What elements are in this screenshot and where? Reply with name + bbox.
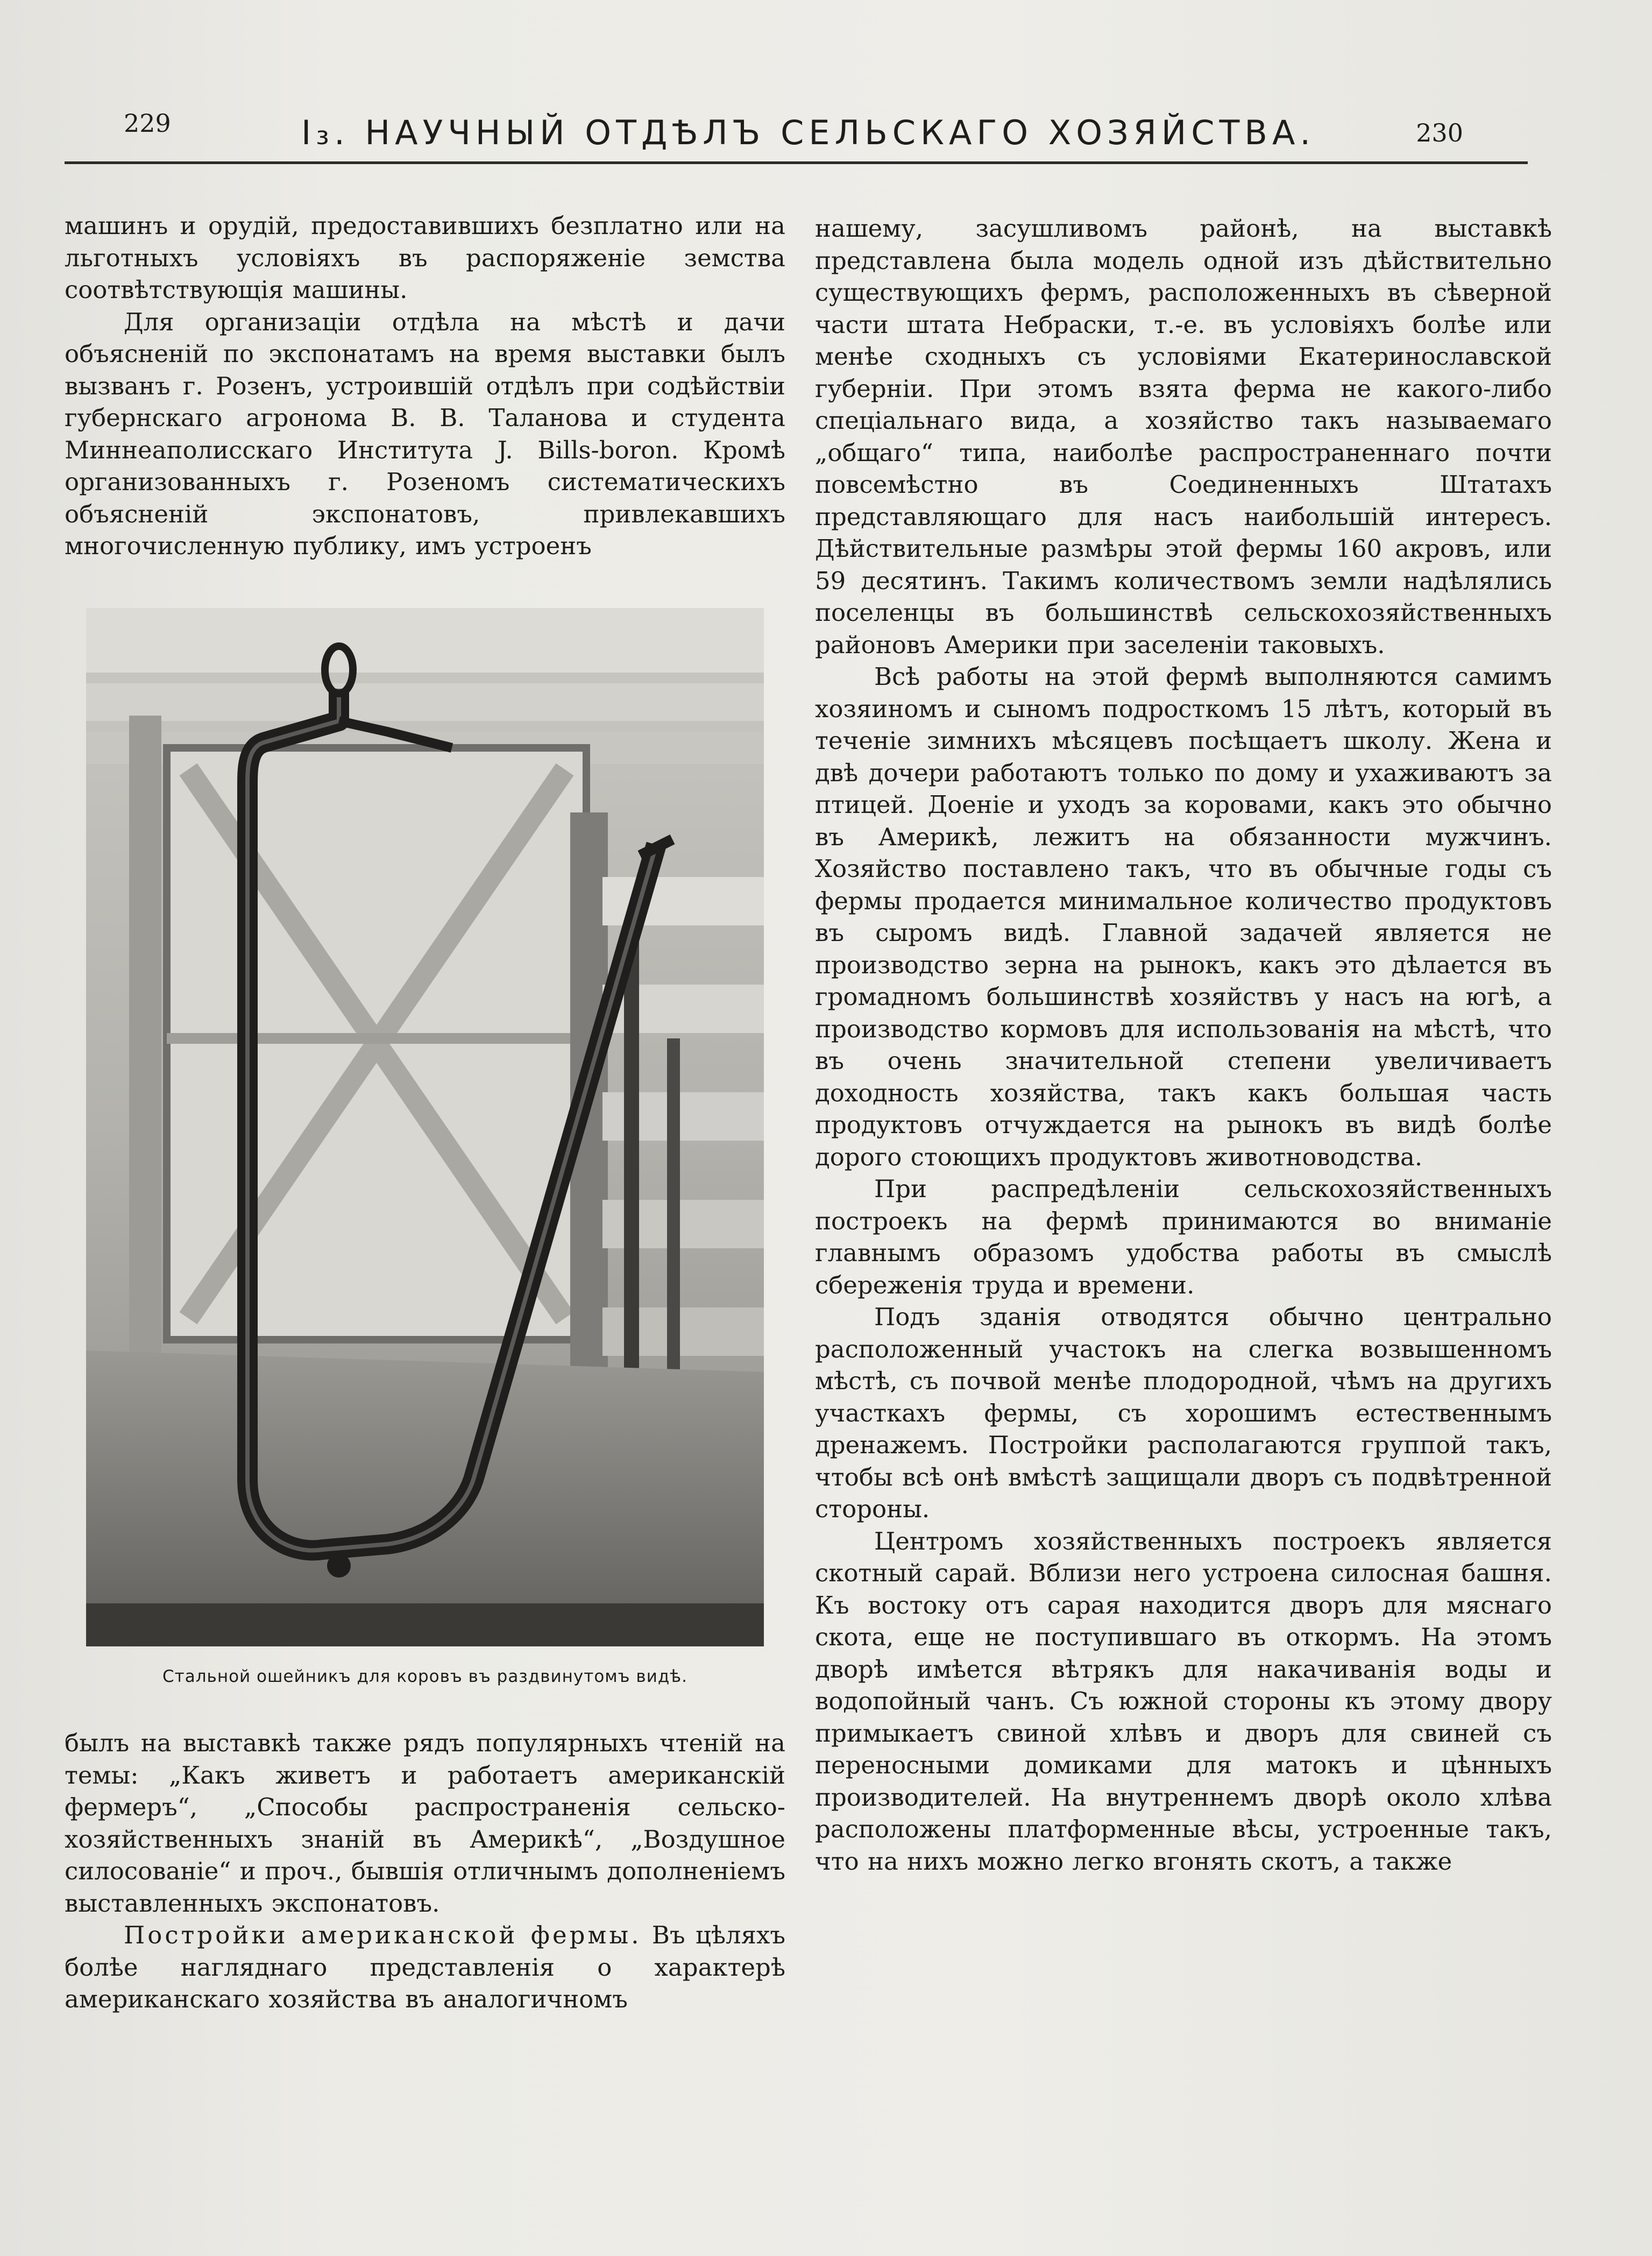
paragraph: нашему, засушливомъ районѣ, на выставкѣ представлена была модель одной изъ дѣйствительно существующихъ фермъ, расположенныхъ въ сѣверной части штата Небраски, т.-е. въ условіяхъ болѣе или менѣе сходныхъ съ условіями Екатеринославской губерніи. При этомъ взята ферма не какого-либо спеціальнаго вида, а хозяйство такъ называемаго „общаго“ типа, наиболѣе распространеннаго почти повсемѣстно въ Соединенныхъ Штатахъ представляющаго для насъ наибольшій интересъ. Дѣйствительные размѣры этой фермы 160 акровъ, или 59 десятинъ. Такимъ количествомъ земли надѣлялись поселенцы въ большинствѣ сельскохозяйственныхъ районовъ Америки при заселеніи таковыхъ. (815, 214, 1552, 659)
paragraph (65, 1919, 785, 2015)
photo-illustration (86, 608, 764, 1646)
figure-caption: Стальной ошейникъ для коровъ въ раздвинутомъ видѣ. (162, 1667, 687, 1686)
paragraph: Подъ зданія отводятся обычно центрально расположенный участокъ на слегка возвышенномъ мѣстѣ, съ почвой менѣе плодородной, чѣмъ на другихъ участкахъ фермы, съ хорошимъ естественнымъ дренажемъ. Постройки располагаются группой такъ, чтобы всѣ онѣ вмѣстѣ защищали дворъ съ подвѣтренной стороны. (815, 1303, 1552, 1523)
right-column (815, 213, 1552, 2031)
running-title: I₃. НАУЧНЫЙ ОТДѢЛЪ СЕЛЬСКАГО ХОЗЯЙСТВА. (301, 113, 1316, 152)
page-number-left: 229 (124, 109, 171, 138)
left-column-top (65, 210, 785, 576)
paragraph: былъ на выставкѣ также рядъ популярныхъ чтеній на темы: „Какъ живетъ и работаетъ американскій фермеръ“, „Способы распространенія сельско-хозяйственныхъ знаній въ Америкѣ“, „Воздушное силосованіе“ и проч., бывшія отличнымъ дополненіемъ выставленныхъ экспонатовъ. (65, 1729, 785, 1918)
running-header (65, 97, 1528, 167)
page-number-right: 230 (1416, 118, 1463, 147)
paragraph: Центромъ хозяйственныхъ построекъ является скотный сарай. Вблизи него устроена силосная башня. Къ востоку отъ сарая находится дворъ для мяснаго скота, еще не поступившаго въ откормъ. На этомъ дворѣ имѣется вѣтрякъ для накачиванія воды и водопойный чанъ. Съ южной стороны къ этому двору примыкаетъ свиной хлѣвъ и дворъ для свиней съ переносными домиками для матокъ и цѣнныхъ производителей. На внутреннемъ дворѣ около хлѣва расположены платформенные вѣсы, устроенные такъ, что на нихъ можно легко вгонять скотъ, а также (815, 1526, 1552, 1876)
left-column-bottom (65, 1727, 785, 2045)
paragraph: Для организаціи отдѣла на мѣстѣ и дачи объясненій по экспонатамъ на время выставки былъ вызванъ г. Розенъ, устроившій отдѣлъ при содѣйствіи губернскаго агронома В. В. Таланова и студента Миннеаполисскаго Института J. Bills-boron. Кромѣ организованныхъ г. Розеномъ систематическихъ объясненій экспонатовъ, привлекавшихъ многочисленную публику, имъ устроенъ (65, 307, 785, 560)
photo-steel-cow-collar (86, 608, 764, 1646)
paragraph: Всѣ работы на этой фермѣ выполняются самимъ хозяиномъ и сыномъ подросткомъ 15 лѣтъ, который въ теченіе зимнихъ мѣсяцевъ посѣщаетъ школу. Жена и двѣ дочери работаютъ только по дому и ухаживаютъ за птицей. Доеніе и уходъ за коровами, какъ это обычно въ Америкѣ, лежитъ на обязанности мужчинъ. Хозяйство поставлено такъ, что въ обычные годы съ фермы продается минимальное количество продуктовъ въ сыромъ видѣ. Главной задачей является не производство зерна на рынокъ, какъ это дѣлается въ громадномъ большинствѣ хозяйствъ у насъ на югѣ, а производство кормовъ для использованія на мѣстѣ, что въ очень значительной степени увеличиваетъ доходность хозяйства, такъ какъ большая часть продуктовъ отчуждается на рынокъ въ видѣ болѣе дорого стоющихъ продуктовъ животноводства. (815, 662, 1552, 1171)
paragraph: машинъ и орудій, предоставившихъ безплатно или на льготныхъ условіяхъ въ распоряженіе земства соотвѣтствующія машины. (65, 211, 785, 304)
section-heading: Постройки американской фермы. (124, 1921, 642, 1949)
header-rule (65, 161, 1528, 164)
paragraph-text: Въ цѣляхъ болѣе нагляднаго представленія о характерѣ американскаго хозяйства въ аналогичномъ (65, 1921, 785, 2013)
paragraph: При распредѣленіи сельскохозяйственныхъ построекъ на фермѣ принимаются во вниманіе главнымъ образомъ удобства работы въ смыслѣ сбереженія труда и времени. (815, 1175, 1552, 1299)
